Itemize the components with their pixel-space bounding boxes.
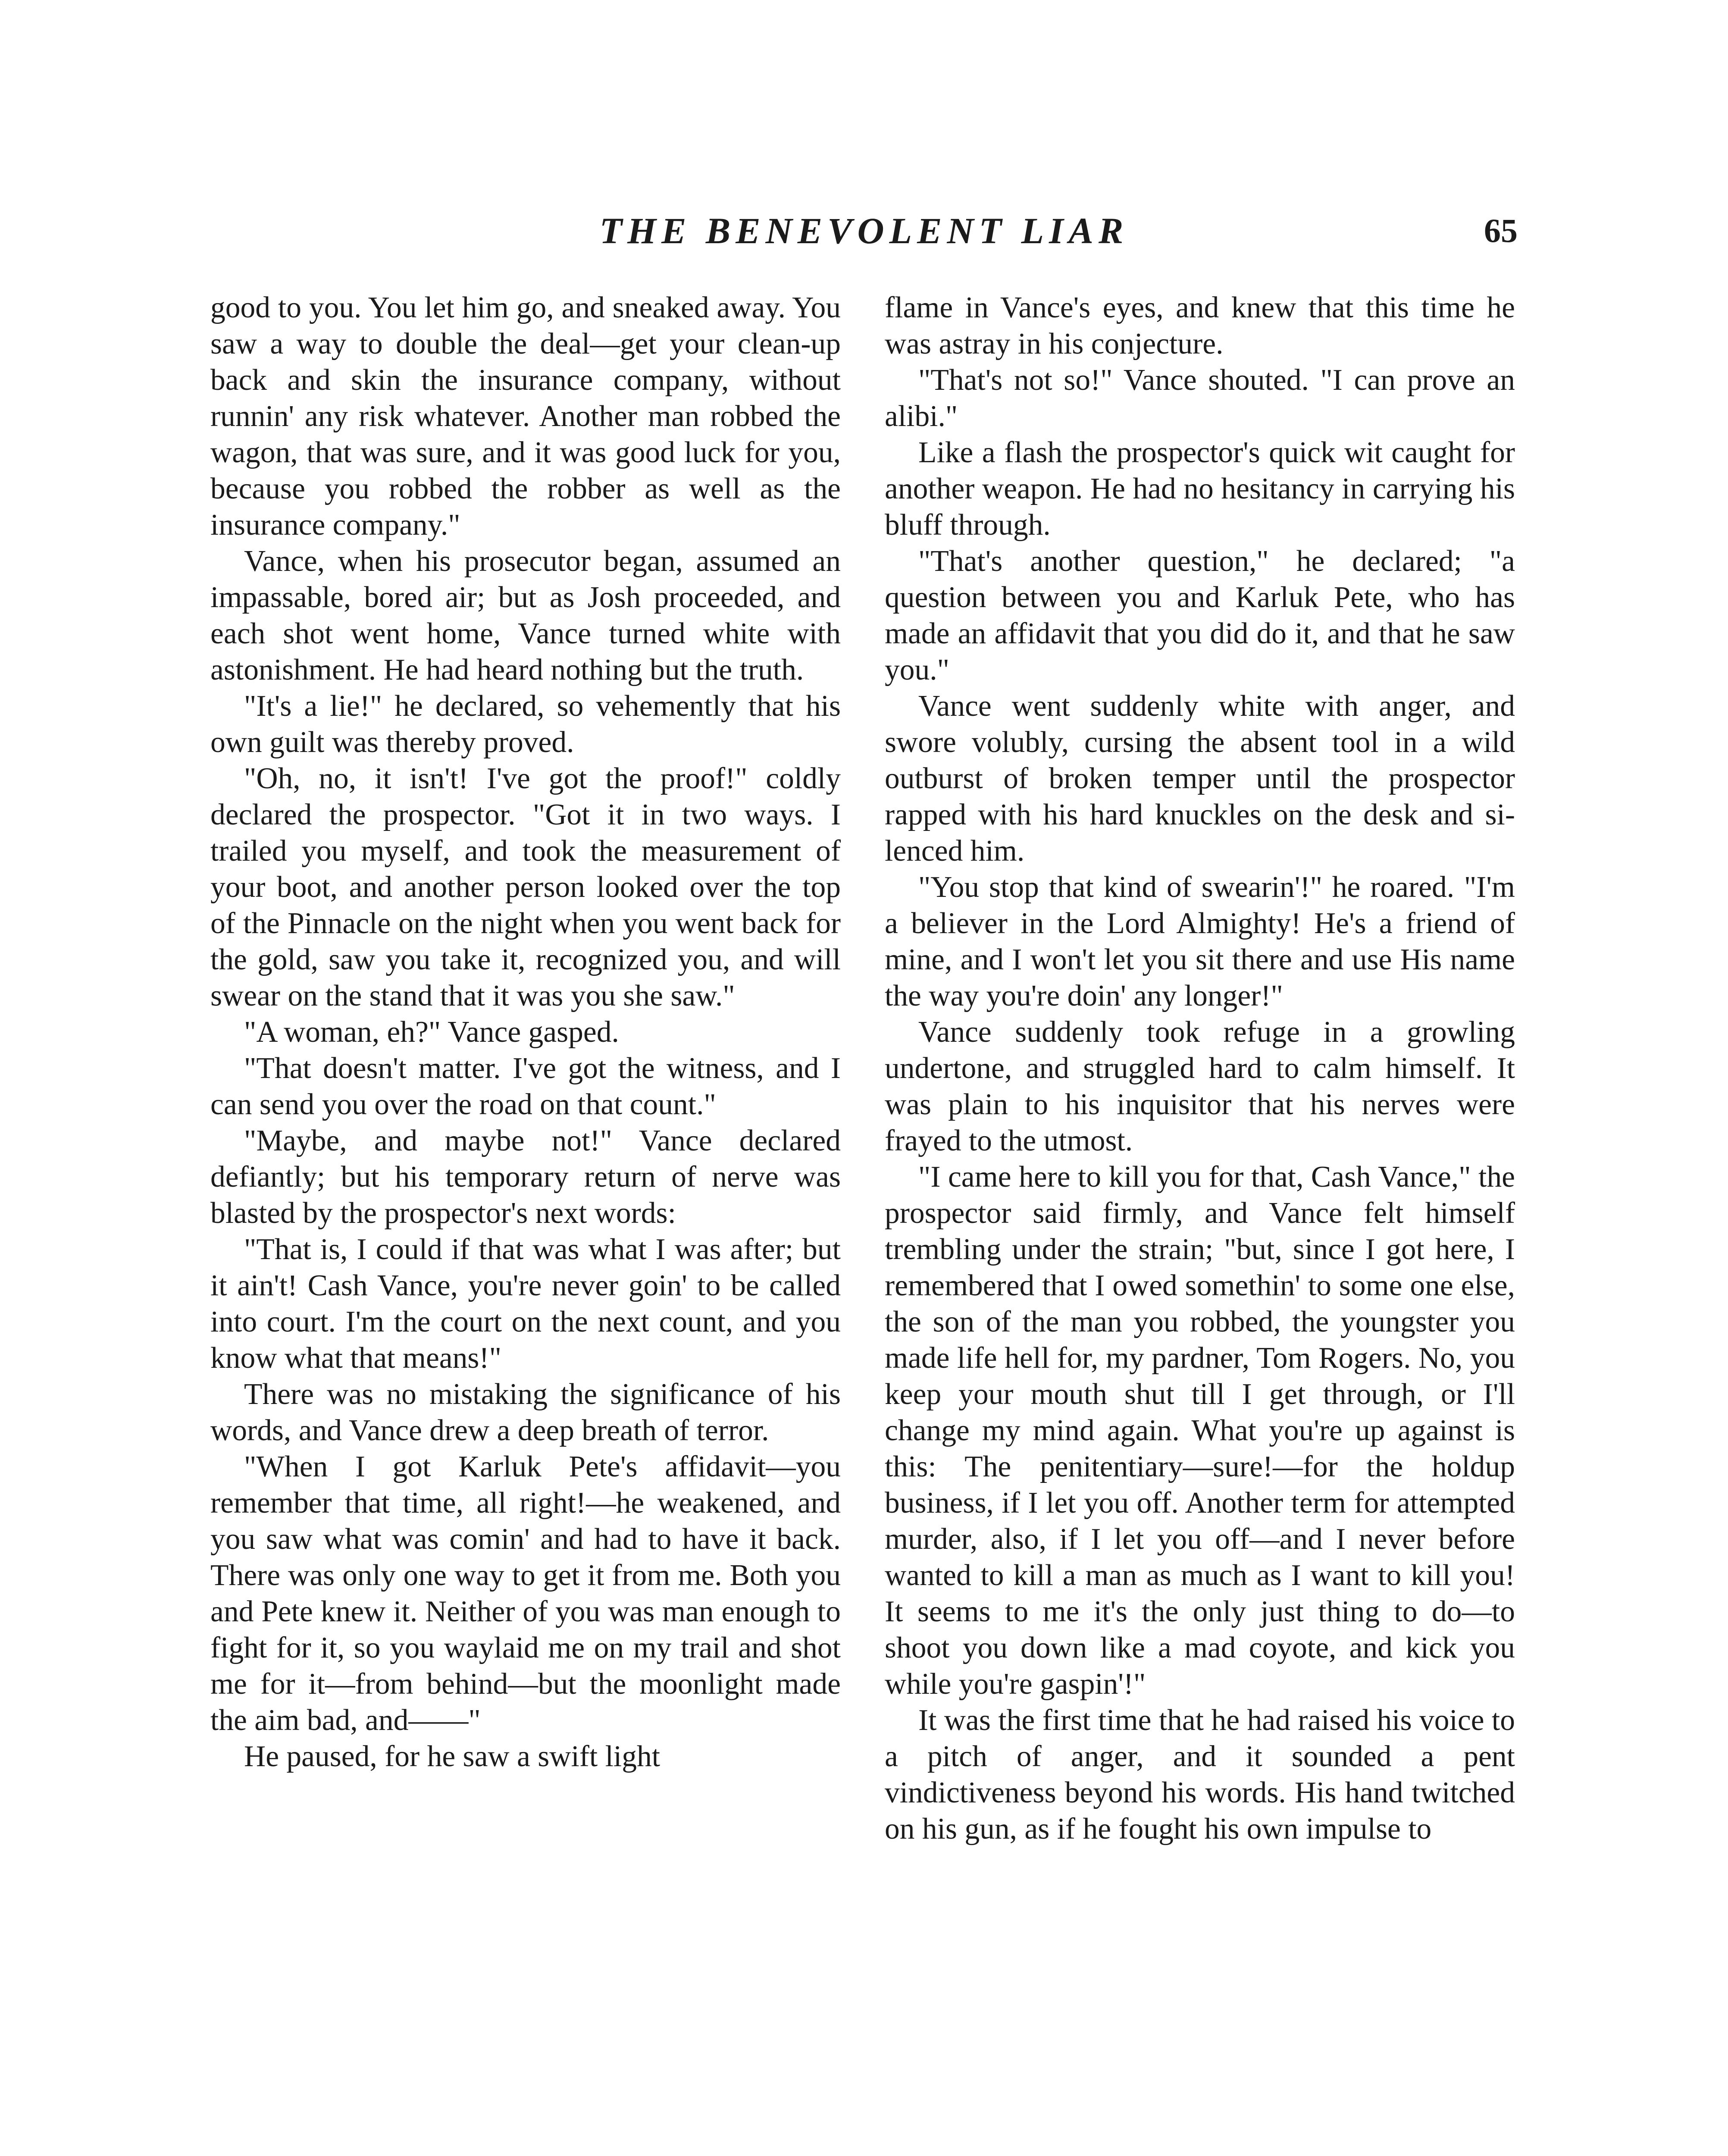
- paragraph: "Oh, no, it isn't! I've got the proof!" coldly declared the prospector. "Got it in two ways. I trailed you myself, and took the measurement of your boot, and another person looked over the top of the Pinnacle on the night when you went back for the gold, saw you take it, recognized you, and will swear on the stand that it was you she saw.": [210, 762, 841, 1012]
- paragraph: good to you. You let him go, and sneaked away. You saw a way to double the deal—get your clean-up back and skin the insurance company, without runnin' any risk whatever. Another man robbed the wagon, that was sure, and it was good luck for you, because you robbed the robber as well as the insurance company.": [210, 291, 841, 542]
- paragraph: "You stop that kind of swearin'!" he roared. "I'm a believer in the Lord Almighty! He's a friend of mine, and I won't let you sit there and use His name the way you're doin' any longer!": [885, 871, 1515, 1012]
- paragraph: "When I got Karluk Pete's affidavit—you remember that time, all right!—he weakened, and you saw what was comin' and had to have it back. There was only one way to get it from me. Both you and Pete knew it. Neither of you was man enough to fight for it, so you waylaid me on my trail and shot me for it—from behind—but the moonlight made the aim bad, and——": [210, 1450, 841, 1737]
- paragraph: "I came here to kill you for that, Cash Vance," the prospector said firmly, and Vance felt himself trembling under the strain; "but, since I got here, I remembered that I owed somethin' to some one else, the son of the man you robbed, the youngster you made life hell for, my pardner, Tom Rogers. No, you keep your mouth shut till I get through, or I'll change my mind again. What you're up against is this: The penitentiary—sure!—for the holdup business, if I let you off. Another term for attempted murder, also, if I let you off—and I never before wanted to kill a man as much as I want to kill you! It seems to me it's the only just thing to do—to shoot you down like a mad coyote, and kick you while you're gaspin'!": [885, 1160, 1515, 1701]
- paragraph: It was the first time that he had raised his voice to a pitch of anger, and it sounded a pent vindictiveness beyond his words. His hand twitched on his gun, as if he fought his own impulse to: [885, 1704, 1515, 1846]
- paragraph: Like a flash the prospector's quick wit caught for another weapon. He had no hesitancy in carrying his bluff through.: [885, 436, 1515, 542]
- paragraph: "That's not so!" Vance shouted. "I can prove an alibi.": [885, 364, 1515, 433]
- paragraph: He paused, for he saw a swift light: [244, 1740, 661, 1773]
- paragraph: Vance, when his prosecutor began, assumed an impassable, bored air; but as Josh proceeded, and each shot went home, Vance turned white with astonishment. He had heard nothing but the truth.: [210, 545, 841, 686]
- paragraph: "That is, I could if that was what I was after; but it ain't! Cash Vance, you're never goin' to be called into court. I'm the court on the next count, and you know what that means!": [210, 1233, 841, 1375]
- left-column: [210, 290, 841, 1775]
- right-column: [885, 290, 1515, 1847]
- running-head: [210, 203, 1518, 259]
- paragraph: Vance went suddenly white with anger, and swore volubly, cursing the absent tool in a wild outburst of broken temper until the prospector rapped with his hard knuckles on the desk and silenced him.: [885, 689, 1515, 868]
- running-title: THE BENEVOLENT LIAR: [599, 210, 1129, 251]
- paragraph: "Maybe, and maybe not!" Vance declared defiantly; but his temporary return of nerve was blasted by the prospector's next words:: [210, 1124, 841, 1230]
- paragraph: "That's another question," he declared; "a question between you and Karluk Pete, who has made an affidavit that you did do it, and that he saw you.": [885, 545, 1515, 686]
- paragraph: There was no mistaking the significance of his words, and Vance drew a deep breath of terror.: [210, 1378, 841, 1447]
- paragraph: "It's a lie!" he declared, so vehemently that his own guilt was thereby proved.: [210, 689, 841, 759]
- paragraph: "That doesn't matter. I've got the witness, and I can send you over the road on that count.": [210, 1052, 841, 1121]
- page-number: 65: [1484, 212, 1518, 249]
- paragraph: Vance suddenly took refuge in a growling undertone, and struggled hard to calm himself. It was plain to his inquisitor that his nerves were frayed to the utmost.: [885, 1015, 1515, 1157]
- paragraph: flame in Vance's eyes, and knew that this time he was astray in his conjecture.: [885, 291, 1515, 360]
- paragraph: "A woman, eh?" Vance gasped.: [244, 1015, 619, 1049]
